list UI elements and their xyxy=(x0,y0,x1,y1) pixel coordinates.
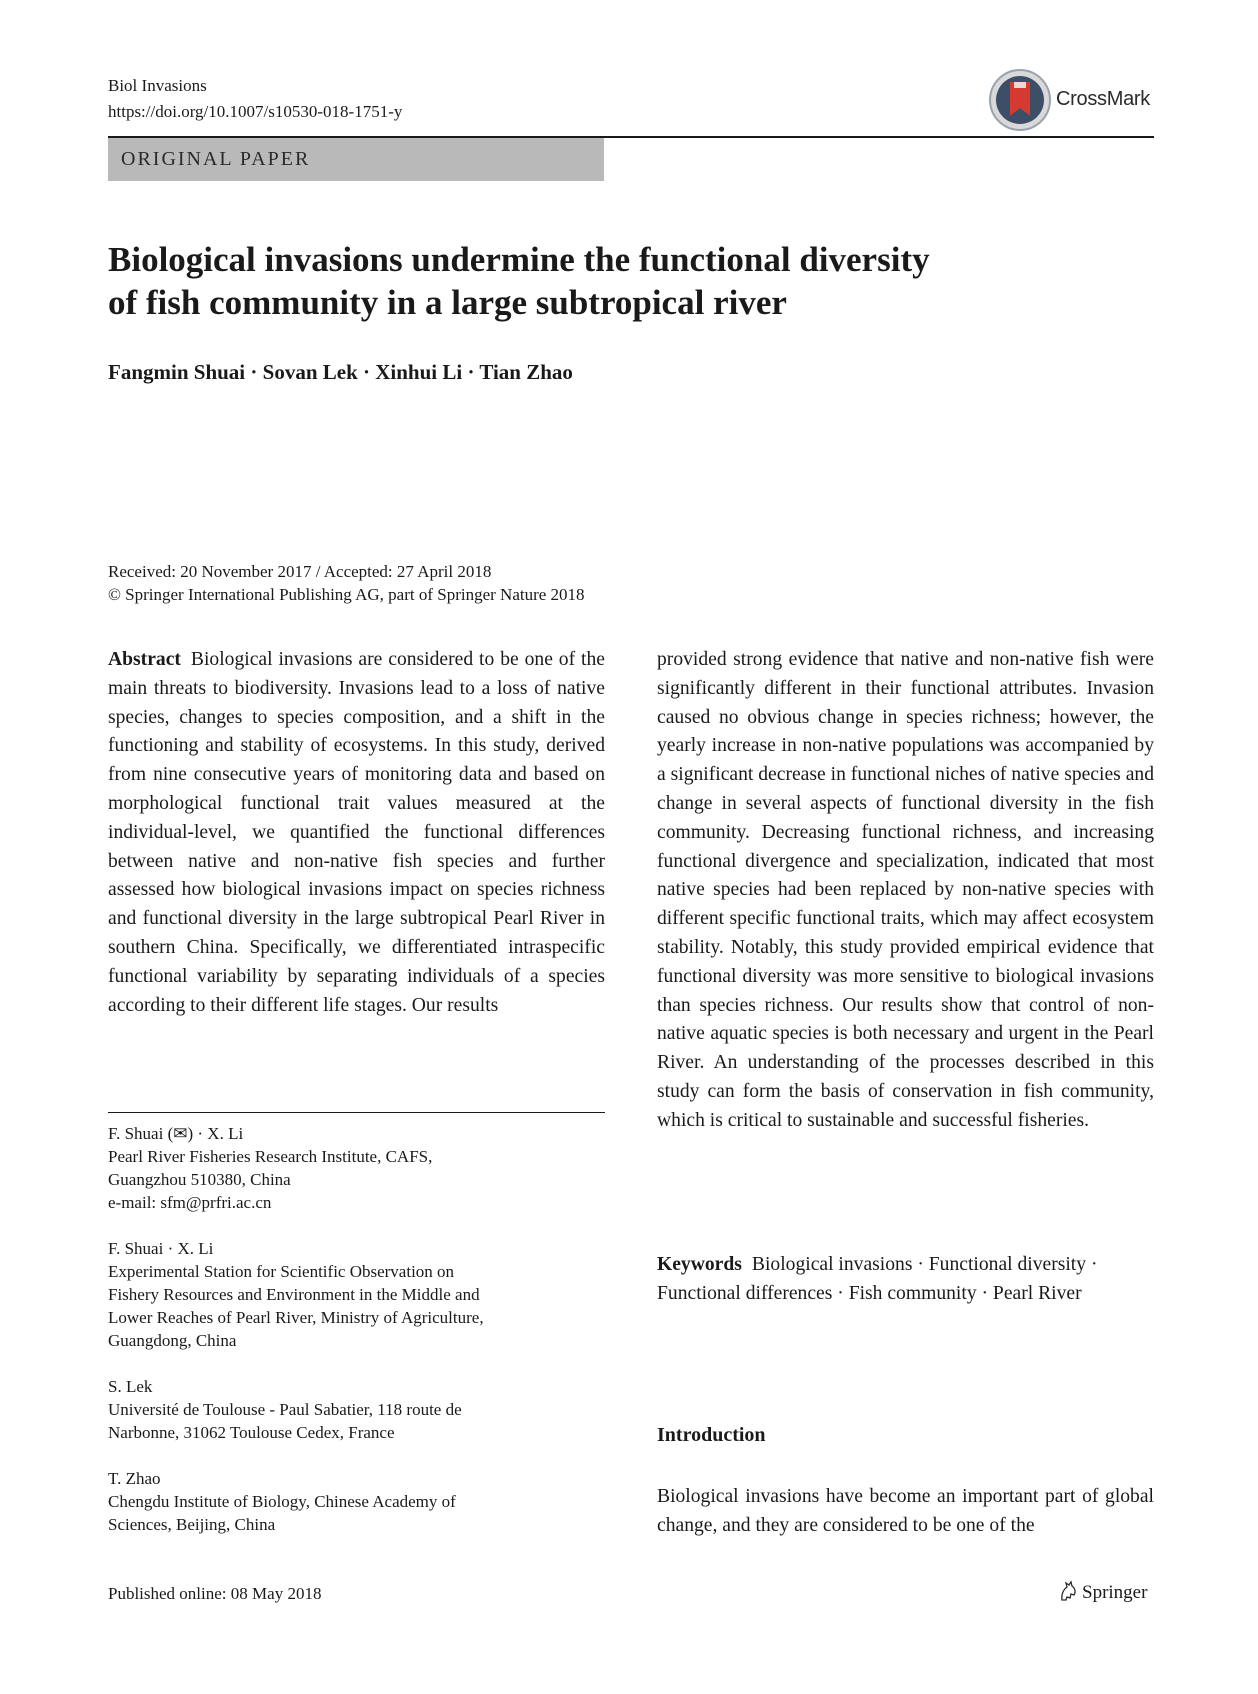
affiliation-block xyxy=(108,1122,605,1214)
affiliation-names: S. Lek xyxy=(108,1377,153,1396)
publisher-name: Springer xyxy=(1082,1582,1148,1603)
affiliation-line: Experimental Station for Scientific Observation on xyxy=(108,1262,455,1281)
affiliation-line: Fishery Resources and Environment in the Middle and xyxy=(108,1285,480,1304)
article-title xyxy=(108,238,1088,324)
affiliation-line: Sciences, Beijing, China xyxy=(108,1515,276,1534)
article-type-banner xyxy=(108,138,604,181)
email-link[interactable]: e-mail: sfm@prfri.ac.cn xyxy=(108,1193,272,1212)
title-line-1: Biological invasions undermine the functional diversity xyxy=(108,240,930,279)
published-date: Published online: 08 May 2018 xyxy=(108,1584,322,1603)
affiliation-block xyxy=(108,1467,605,1536)
article-dates xyxy=(108,560,585,606)
doi-link[interactable]: https://doi.org/10.1007/s10530-018-1751-y xyxy=(108,102,403,121)
journal-name: Biol Invasions xyxy=(108,76,207,95)
affiliation-line: Chengdu Institute of Biology, Chinese Academy of xyxy=(108,1492,456,1511)
affiliation-block xyxy=(108,1375,605,1444)
affiliation-line: Guangzhou 510380, China xyxy=(108,1170,291,1189)
abstract-right-column xyxy=(657,646,1154,1136)
author-list: Fangmin Shuai · Sovan Lek · Xinhui Li · Tian Zhao xyxy=(108,360,573,384)
keywords-label: Keywords xyxy=(657,1254,742,1275)
keywords xyxy=(657,1250,1154,1308)
affiliation-names: F. Shuai · X. Li xyxy=(108,1239,214,1258)
introduction-heading: Introduction xyxy=(657,1424,766,1446)
article-type: ORIGINAL PAPER xyxy=(121,148,311,170)
footnote-rule xyxy=(108,1112,605,1113)
affiliation-names: F. Shuai (✉) · X. Li xyxy=(108,1124,244,1143)
springer-horse-icon xyxy=(1058,1580,1078,1602)
abstract-text-right: provided strong evidence that native and non-native fish were significantly different in their functional attributes. Invasion caused no obvious change in species richness; however, the yearly increase in non-native populations was accompanied by a significant decrease in functional niches of native species and change in several aspects of functional diversity in the fish community. Decreasing functional richness, and increasing functional divergence and specialization, indicated that most native species had been replaced by non-native species with different specific functional traits, which may affect ecosystem stability. Notably, this study provided empirical evidence that functional diversity was more sensitive to biological invasions than species richness. Our results show that control of non-native aquatic species is both necessary and urgent in the Pearl River. An understanding of the processes described in this study can form the basis of conservation in fish community, which is critical to sustainable and successful fisheries. xyxy=(657,649,1154,1131)
abstract-left-column xyxy=(108,646,605,1020)
copyright-notice: © Springer International Publishing AG, part of Springer Nature 2018 xyxy=(108,585,585,604)
title-line-2: of fish community in a large subtropical river xyxy=(108,283,787,322)
affiliation-line: Narbonne, 31062 Toulouse Cedex, France xyxy=(108,1423,395,1442)
introduction-text: Biological invasions have become an important part of global change, and they are considered to be one of the xyxy=(657,1486,1154,1536)
abstract-text-left: Biological invasions are considered to be one of the main threats to biodiversity. Invasions lead to a loss of native species, changes to species composition, and a shift in the functioning and stability of ecosystems. In this study, derived from nine consecutive years of monitoring data and based on morphological functional trait values measured at the individual-level, we quantified the functional differences between native and non-native fish species and further assessed how biological invasions impact on species richness and functional diversity in the large subtropical Pearl River in southern China. Specifically, we differentiated intraspecific functional variability by separating individuals of a species according to their different life stages. Our results xyxy=(108,649,605,1016)
affiliation-block xyxy=(108,1237,605,1352)
affiliation-line: Guangdong, China xyxy=(108,1331,237,1350)
affiliation-line: Université de Toulouse - Paul Sabatier, 118 route de xyxy=(108,1400,462,1419)
affiliations xyxy=(108,1122,605,1559)
affiliation-names: T. Zhao xyxy=(108,1469,161,1488)
affiliation-line: Pearl River Fisheries Research Institute, CAFS, xyxy=(108,1147,433,1166)
crossmark-icon xyxy=(988,68,1052,132)
keywords-text: Biological invasions · Functional diversity · Functional differences · Fish community · Pearl River xyxy=(657,1254,1098,1304)
publisher-logo xyxy=(1058,1580,1147,1604)
crossmark-badge[interactable] xyxy=(988,68,1154,136)
abstract-label: Abstract xyxy=(108,649,181,670)
received-accepted: Received: 20 November 2017 / Accepted: 27 April 2018 xyxy=(108,562,492,581)
crossmark-label: CrossMark xyxy=(1056,88,1150,110)
affiliation-line: Lower Reaches of Pearl River, Ministry of Agriculture, xyxy=(108,1308,484,1327)
journal-header xyxy=(108,73,402,125)
